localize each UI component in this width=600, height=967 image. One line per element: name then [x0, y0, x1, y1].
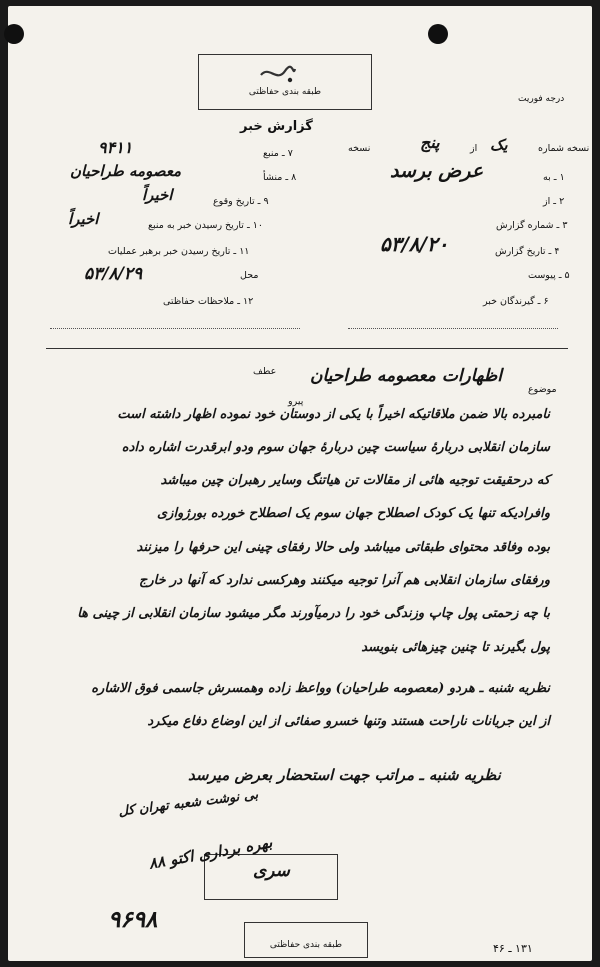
field-security-notes-label: ۱۲ ـ ملاحظات حفاظتی: [163, 296, 254, 307]
bottom-classification-box: [244, 922, 368, 958]
field-occurrence-date-value: اخیراً: [142, 186, 173, 204]
dotted-line: [50, 328, 300, 329]
field-place-label: محل: [240, 270, 259, 281]
dotted-line: [348, 328, 558, 329]
body-line: پول بگیرند تا چنین چیزهائی بنویسد: [361, 640, 550, 655]
of-label: از: [470, 143, 478, 154]
field-from-label: ۲ ـ از: [543, 196, 565, 207]
copies-label: نسخه: [348, 143, 371, 154]
top-classification-box: [198, 54, 372, 110]
subject-label: موضوع: [528, 384, 557, 395]
field-to-label: ۱ ـ به: [543, 172, 565, 183]
stamp-text: سری: [253, 861, 290, 881]
field-origin-label: ۸ ـ منشأ: [263, 172, 297, 183]
field-to-value: عرض برسد: [390, 160, 484, 182]
field-attachment-label: ۵ ـ پیوست: [528, 270, 570, 281]
field-recipients-label: ۶ ـ گیرندگان خبر: [483, 296, 549, 307]
copy-number-value: یک: [490, 136, 508, 154]
atf-label: عطف: [253, 366, 277, 377]
body-line: با چه زحمتی پول چاپ وزندگی خود را درمیآورند مگر میشود سازمان انقلابی از چینی ها: [77, 606, 550, 621]
bottom-handwritten-number: ۹۶۹۸: [108, 906, 158, 933]
field-source-label: ۷ ـ منبع: [263, 148, 293, 159]
stamp-scribble-icon: [257, 63, 297, 85]
field-origin-value: معصومه طراحیان: [70, 162, 182, 180]
field-leader-received-value: ۵۳/۸/۲۹: [84, 264, 143, 284]
body-line: وافرادیکه تنها یک کودک اصطلاح جهان سوم یک اصطلاح خورده بورژوازی: [156, 506, 550, 521]
field-source-value: ۹۴۱۱: [98, 138, 133, 157]
punch-hole: [4, 24, 24, 44]
field-source-received-label: ۱۰ ـ تاریخ رسیدن خبر به منبع: [148, 220, 263, 231]
body-line: از این جریانات ناراحت هستند وتنها خسرو صفائی از این اوضاع دفاع میکرد: [147, 714, 550, 729]
field-report-number-label: ۳ ـ شماره گزارش: [496, 220, 568, 231]
conclusion-line: نظریه شنبه ـ مراتب جهت استحضار بعرض میرسد: [188, 766, 501, 784]
bottom-classification-label: طبقه بندی حفاظتی: [269, 940, 343, 950]
field-report-date-value: ۵۳/۸/۲۰: [380, 232, 449, 256]
punch-hole: [428, 24, 448, 44]
separator-line: [46, 348, 568, 349]
stamp-signature: بهره برداری اکتو ۸۸: [147, 833, 274, 873]
field-occurrence-date-label: ۹ ـ تاریخ وقوع: [213, 196, 269, 207]
body-line: بوده وفاقد محتوای طبقاتی میباشد ولی حالا رفقای چینی این حرفها را میزنند: [136, 540, 550, 555]
peyro-label: پیرو: [288, 396, 304, 407]
field-report-date-label: ۴ ـ تاریخ گزارش: [495, 246, 560, 257]
body-line: سازمان انقلابی دربارهٔ سیاست چین دربارهٔ جهان سوم ودو ابرقدرت اشاره داده: [121, 440, 550, 455]
document-page: [8, 6, 592, 961]
body-line: که درحقیقت توجیه هائی از مقالات تن هیاتنگ وسایر رهبران چین میباشد: [160, 473, 550, 488]
secret-stamp: [204, 854, 338, 900]
priority-label: درجه فوریت: [518, 94, 565, 104]
report-title: گزارش خبر: [240, 119, 313, 134]
form-number: ۱۳۱ ـ ۴۶: [493, 942, 533, 955]
total-copies-value: پنج: [420, 133, 440, 152]
field-leader-received-label: ۱۱ ـ تاریخ رسیدن خبر برهبر عملیات: [108, 246, 250, 257]
body-line: ورفقای سازمان انقلابی هم آنرا توجیه میکنند وهرکسی ندارد که آنها در خارج: [138, 573, 550, 588]
body-line: نامبرده بالا ضمن ملاقاتیکه اخیراً با یکی از دوستان خود نموده اظهار داشته است: [117, 407, 550, 422]
copy-number-label: نسخه شماره: [538, 143, 590, 154]
field-source-received-value: اخیراً: [68, 210, 99, 228]
top-classification-label: طبقه بندی حفاظتی: [248, 87, 322, 97]
subject-value: اظهارات معصومه طراحیان: [310, 366, 503, 386]
marginal-note: بی نوشت شعبه تهران کل: [117, 787, 259, 820]
body-line: نظریه شنبه ـ هردو (معصومه طراحیان) وواعظ زاده وهمسرش جاسمی فوق الاشاره: [91, 681, 550, 696]
